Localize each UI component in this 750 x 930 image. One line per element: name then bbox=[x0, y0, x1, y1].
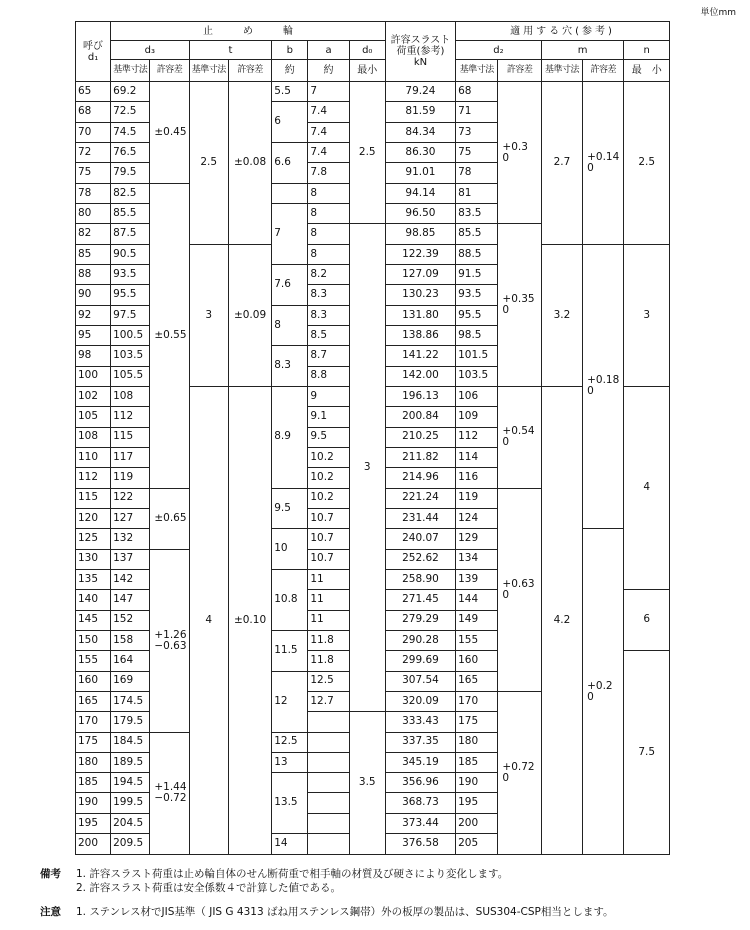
cell-d1: 150 bbox=[76, 630, 111, 650]
cell-d3: 90.5 bbox=[111, 244, 150, 264]
cell-d1: 112 bbox=[76, 468, 111, 488]
cell-b: 7 bbox=[272, 203, 308, 264]
cell-a: 9 bbox=[308, 386, 349, 406]
cell-d3: 117 bbox=[111, 447, 150, 467]
header-thrust: 許容スラスト 荷重(参考) kN bbox=[385, 22, 455, 82]
header-d3-tol: 許容差 bbox=[150, 60, 189, 82]
cell-thrust: 200.84 bbox=[385, 407, 455, 427]
cell-d1: 72 bbox=[76, 142, 111, 162]
cell-d1: 145 bbox=[76, 610, 111, 630]
cell-d2: 112 bbox=[456, 427, 498, 447]
cell-thrust: 221.24 bbox=[385, 488, 455, 508]
cell-thrust: 141.22 bbox=[385, 346, 455, 366]
cell-d2: 71 bbox=[456, 102, 498, 122]
cell-a: 11.8 bbox=[308, 651, 349, 671]
cell-d2-tol: +0.63 0 bbox=[498, 488, 541, 691]
cell-thrust: 211.82 bbox=[385, 447, 455, 467]
unit-label: 単位mm bbox=[700, 8, 736, 18]
cell-thrust: 337.35 bbox=[385, 732, 455, 752]
header-n-sub: 最 小 bbox=[624, 60, 670, 82]
cell-d2: 116 bbox=[456, 468, 498, 488]
cell-a bbox=[308, 793, 349, 813]
cell-b: 8.9 bbox=[272, 386, 308, 488]
cell-d2: 144 bbox=[456, 590, 498, 610]
cell-d1: 70 bbox=[76, 122, 111, 142]
cell-thrust: 373.44 bbox=[385, 813, 455, 833]
cell-d2: 180 bbox=[456, 732, 498, 752]
cell-a: 10.2 bbox=[308, 488, 349, 508]
cell-d1: 120 bbox=[76, 508, 111, 528]
cell-d3: 72.5 bbox=[111, 102, 150, 122]
cell-d1: 78 bbox=[76, 183, 111, 203]
cell-d1: 68 bbox=[76, 102, 111, 122]
cell-a: 12.5 bbox=[308, 671, 349, 691]
cell-d3: 87.5 bbox=[111, 224, 150, 244]
cell-a: 11.8 bbox=[308, 630, 349, 650]
caution-1: 1. ステンレス材でJIS基準（ JIS G 4313 ばね用ステンレス鋼帯）外の板厚の製品は、SUS304-CSP相当とします。 bbox=[76, 906, 614, 918]
remark-1: 1. 許容スラスト荷重は止め輪自体のせん断荷重で相手軸の材質及び硬さにより変化します。 bbox=[76, 868, 509, 880]
cell-a bbox=[308, 813, 349, 833]
cell-thrust: 290.28 bbox=[385, 630, 455, 650]
table-body bbox=[76, 22, 670, 855]
cell-thrust: 271.45 bbox=[385, 590, 455, 610]
cell-a: 9.5 bbox=[308, 427, 349, 447]
cell-b bbox=[272, 183, 308, 203]
cell-d3: 79.5 bbox=[111, 163, 150, 183]
header-a-sub: 約 bbox=[308, 60, 349, 82]
cell-d0: 3 bbox=[349, 224, 385, 712]
cell-d1: 108 bbox=[76, 427, 111, 447]
cell-d2: 170 bbox=[456, 691, 498, 711]
cell-d1: 110 bbox=[76, 447, 111, 467]
cell-b: 11.5 bbox=[272, 630, 308, 671]
cell-d1: 75 bbox=[76, 163, 111, 183]
cell-d3: 164 bbox=[111, 651, 150, 671]
cell-a bbox=[308, 834, 349, 855]
cell-thrust: 142.00 bbox=[385, 366, 455, 386]
cell-thrust: 279.29 bbox=[385, 610, 455, 630]
cell-d3: 147 bbox=[111, 590, 150, 610]
cell-a: 7 bbox=[308, 82, 349, 102]
cell-d3: 122 bbox=[111, 488, 150, 508]
cell-d1: 85 bbox=[76, 244, 111, 264]
cell-a: 11 bbox=[308, 590, 349, 610]
cell-thrust: 94.14 bbox=[385, 183, 455, 203]
cell-d3: 158 bbox=[111, 630, 150, 650]
cell-d1: 65 bbox=[76, 82, 111, 102]
cell-d1: 160 bbox=[76, 671, 111, 691]
cell-a: 11 bbox=[308, 569, 349, 589]
cell-thrust: 376.58 bbox=[385, 834, 455, 855]
cell-d1: 88 bbox=[76, 264, 111, 284]
retaining-ring-spec-table bbox=[75, 21, 670, 855]
cell-d1: 170 bbox=[76, 712, 111, 732]
cell-a bbox=[308, 712, 349, 732]
cell-t-tol: ±0.08 bbox=[228, 82, 271, 245]
cell-a: 8.2 bbox=[308, 264, 349, 284]
cell-d3: 95.5 bbox=[111, 285, 150, 305]
header-d2-tol: 許容差 bbox=[498, 60, 541, 82]
cell-d2-tol: +0.3 0 bbox=[498, 82, 541, 224]
cell-d2: 101.5 bbox=[456, 346, 498, 366]
cell-d3-tol: ±0.55 bbox=[150, 183, 189, 488]
caution bbox=[40, 905, 740, 919]
cell-d1: 90 bbox=[76, 285, 111, 305]
cell-d2: 78 bbox=[456, 163, 498, 183]
cell-d1: 140 bbox=[76, 590, 111, 610]
cell-thrust: 127.09 bbox=[385, 264, 455, 284]
cell-d3: 174.5 bbox=[111, 691, 150, 711]
cell-t-basic: 2.5 bbox=[189, 82, 228, 245]
cell-d2: 124 bbox=[456, 508, 498, 528]
cell-a: 10.2 bbox=[308, 447, 349, 467]
cell-b: 13 bbox=[272, 752, 308, 772]
cell-d2: 129 bbox=[456, 529, 498, 549]
cell-d3: 169 bbox=[111, 671, 150, 691]
cell-n: 2.5 bbox=[624, 82, 670, 245]
header-ring: 止め輪 bbox=[111, 22, 386, 41]
cell-d2: 85.5 bbox=[456, 224, 498, 244]
cell-d3: 137 bbox=[111, 549, 150, 569]
cell-d0: 3.5 bbox=[349, 712, 385, 855]
header-a: a bbox=[308, 41, 349, 60]
cell-d2: 91.5 bbox=[456, 264, 498, 284]
cell-d3: 179.5 bbox=[111, 712, 150, 732]
cell-a: 10.7 bbox=[308, 529, 349, 549]
cell-d3: 127 bbox=[111, 508, 150, 528]
cell-d3: 93.5 bbox=[111, 264, 150, 284]
cell-a: 7.4 bbox=[308, 122, 349, 142]
cell-d2: 175 bbox=[456, 712, 498, 732]
header-d3: d₃ bbox=[111, 41, 190, 60]
header-n: n bbox=[624, 41, 670, 60]
cell-thrust: 299.69 bbox=[385, 651, 455, 671]
cell-d2: 160 bbox=[456, 651, 498, 671]
cell-d1: 100 bbox=[76, 366, 111, 386]
cell-a: 10.7 bbox=[308, 508, 349, 528]
cell-thrust: 333.43 bbox=[385, 712, 455, 732]
cell-d2: 95.5 bbox=[456, 305, 498, 325]
cell-d1: 165 bbox=[76, 691, 111, 711]
cell-d3: 76.5 bbox=[111, 142, 150, 162]
cell-m-tol: +0.2 0 bbox=[583, 529, 624, 855]
cell-d1: 115 bbox=[76, 488, 111, 508]
caution-label: 注意 bbox=[40, 906, 61, 918]
cell-d3-tol: ±0.45 bbox=[150, 82, 189, 184]
cell-d3: 194.5 bbox=[111, 773, 150, 793]
cell-d3-tol: ±0.65 bbox=[150, 488, 189, 549]
cell-d2: 98.5 bbox=[456, 325, 498, 345]
cell-a: 12.7 bbox=[308, 691, 349, 711]
cell-thrust: 79.24 bbox=[385, 82, 455, 102]
cell-d3: 189.5 bbox=[111, 752, 150, 772]
cell-a: 10.7 bbox=[308, 549, 349, 569]
cell-thrust: 122.39 bbox=[385, 244, 455, 264]
cell-t-basic: 3 bbox=[189, 244, 228, 386]
cell-d2: 73 bbox=[456, 122, 498, 142]
cell-d3: 97.5 bbox=[111, 305, 150, 325]
header-d2-basic: 基準寸法 bbox=[456, 60, 498, 82]
cell-n: 4 bbox=[624, 386, 670, 589]
header-d2: d₂ bbox=[456, 41, 542, 60]
cell-d3: 204.5 bbox=[111, 813, 150, 833]
cell-d2: 83.5 bbox=[456, 203, 498, 223]
cell-thrust: 86.30 bbox=[385, 142, 455, 162]
header-m: m bbox=[541, 41, 624, 60]
cell-d2-tol: +0.54 0 bbox=[498, 386, 541, 488]
cell-b: 14 bbox=[272, 834, 308, 855]
cell-a: 8.3 bbox=[308, 305, 349, 325]
cell-d3: 103.5 bbox=[111, 346, 150, 366]
cell-d2: 114 bbox=[456, 447, 498, 467]
cell-d2: 139 bbox=[456, 569, 498, 589]
cell-a bbox=[308, 752, 349, 772]
cell-thrust: 81.59 bbox=[385, 102, 455, 122]
cell-a: 9.1 bbox=[308, 407, 349, 427]
header-m-tol: 許容差 bbox=[583, 60, 624, 82]
cell-thrust: 307.54 bbox=[385, 671, 455, 691]
cell-d1: 185 bbox=[76, 773, 111, 793]
cell-a: 7.4 bbox=[308, 102, 349, 122]
cell-a: 8.8 bbox=[308, 366, 349, 386]
cell-d3: 105.5 bbox=[111, 366, 150, 386]
cell-d1: 102 bbox=[76, 386, 111, 406]
cell-thrust: 91.01 bbox=[385, 163, 455, 183]
cell-d2-tol: +0.72 0 bbox=[498, 691, 541, 854]
cell-a: 8.3 bbox=[308, 285, 349, 305]
cell-d1: 135 bbox=[76, 569, 111, 589]
cell-d1: 195 bbox=[76, 813, 111, 833]
header-d0: d₀ bbox=[349, 41, 385, 60]
cell-d1: 92 bbox=[76, 305, 111, 325]
remarks bbox=[40, 867, 740, 895]
cell-m-basic: 3.2 bbox=[541, 244, 582, 386]
cell-d2: 103.5 bbox=[456, 366, 498, 386]
cell-d1: 175 bbox=[76, 732, 111, 752]
cell-d0: 2.5 bbox=[349, 82, 385, 224]
cell-n: 3 bbox=[624, 244, 670, 386]
cell-thrust: 240.07 bbox=[385, 529, 455, 549]
cell-d3: 69.2 bbox=[111, 82, 150, 102]
cell-t-tol: ±0.10 bbox=[228, 386, 271, 854]
cell-a: 7.4 bbox=[308, 142, 349, 162]
header-b-sub: 約 bbox=[272, 60, 308, 82]
cell-d2: 190 bbox=[456, 773, 498, 793]
cell-b: 7.6 bbox=[272, 264, 308, 305]
cell-thrust: 131.80 bbox=[385, 305, 455, 325]
cell-b: 10 bbox=[272, 529, 308, 570]
header-b: b bbox=[272, 41, 308, 60]
header-t-tol: 許容差 bbox=[228, 60, 271, 82]
cell-thrust: 231.44 bbox=[385, 508, 455, 528]
notes bbox=[40, 867, 740, 919]
cell-d1: 105 bbox=[76, 407, 111, 427]
cell-thrust: 196.13 bbox=[385, 386, 455, 406]
cell-d2: 88.5 bbox=[456, 244, 498, 264]
cell-thrust: 214.96 bbox=[385, 468, 455, 488]
header-t-basic: 基準寸法 bbox=[189, 60, 228, 82]
cell-d1: 80 bbox=[76, 203, 111, 223]
cell-d3-tol: +1.44 −0.72 bbox=[150, 732, 189, 855]
cell-d1: 155 bbox=[76, 651, 111, 671]
spec-table-wrap bbox=[75, 21, 670, 855]
cell-n: 7.5 bbox=[624, 651, 670, 855]
header-hole: 適用する穴(参考) bbox=[456, 22, 670, 41]
cell-m-tol: +0.14 0 bbox=[583, 82, 624, 245]
cell-b: 9.5 bbox=[272, 488, 308, 529]
cell-a bbox=[308, 732, 349, 752]
cell-a: 8 bbox=[308, 203, 349, 223]
cell-a: 8.7 bbox=[308, 346, 349, 366]
cell-thrust: 258.90 bbox=[385, 569, 455, 589]
cell-d2: 200 bbox=[456, 813, 498, 833]
cell-a: 8 bbox=[308, 224, 349, 244]
cell-d3: 184.5 bbox=[111, 732, 150, 752]
cell-d1: 200 bbox=[76, 834, 111, 855]
cell-d2: 205 bbox=[456, 834, 498, 855]
cell-d2-tol: +0.35 0 bbox=[498, 224, 541, 387]
cell-thrust: 345.19 bbox=[385, 752, 455, 772]
cell-thrust: 210.25 bbox=[385, 427, 455, 447]
cell-b: 8.3 bbox=[272, 346, 308, 387]
table-row bbox=[76, 82, 670, 102]
cell-a bbox=[308, 773, 349, 793]
cell-d2: 195 bbox=[456, 793, 498, 813]
cell-d2: 165 bbox=[456, 671, 498, 691]
cell-t-tol: ±0.09 bbox=[228, 244, 271, 386]
cell-thrust: 368.73 bbox=[385, 793, 455, 813]
cell-thrust: 84.34 bbox=[385, 122, 455, 142]
cell-d2: 185 bbox=[456, 752, 498, 772]
cell-d3: 132 bbox=[111, 529, 150, 549]
cell-d3: 142 bbox=[111, 569, 150, 589]
cell-d1: 130 bbox=[76, 549, 111, 569]
cell-d1: 125 bbox=[76, 529, 111, 549]
cell-thrust: 356.96 bbox=[385, 773, 455, 793]
cell-b: 13.5 bbox=[272, 773, 308, 834]
header-t: t bbox=[189, 41, 272, 60]
cell-a: 7.8 bbox=[308, 163, 349, 183]
cell-a: 8 bbox=[308, 183, 349, 203]
cell-b: 5.5 bbox=[272, 82, 308, 102]
cell-d3: 209.5 bbox=[111, 834, 150, 855]
cell-b: 12 bbox=[272, 671, 308, 732]
cell-b: 6 bbox=[272, 102, 308, 143]
cell-thrust: 98.85 bbox=[385, 224, 455, 244]
cell-b: 6.6 bbox=[272, 142, 308, 183]
cell-a: 11 bbox=[308, 610, 349, 630]
cell-b: 8 bbox=[272, 305, 308, 346]
header-nominal: 呼び d₁ bbox=[76, 22, 111, 82]
cell-b: 12.5 bbox=[272, 732, 308, 752]
cell-m-tol: +0.18 0 bbox=[583, 244, 624, 529]
cell-thrust: 130.23 bbox=[385, 285, 455, 305]
cell-d2: 155 bbox=[456, 630, 498, 650]
cell-d1: 180 bbox=[76, 752, 111, 772]
cell-d1: 190 bbox=[76, 793, 111, 813]
cell-a: 8.5 bbox=[308, 325, 349, 345]
cell-thrust: 320.09 bbox=[385, 691, 455, 711]
cell-d3-tol: +1.26 −0.63 bbox=[150, 549, 189, 732]
header-d3-basic: 基準寸法 bbox=[111, 60, 150, 82]
cell-d1: 95 bbox=[76, 325, 111, 345]
cell-d2: 106 bbox=[456, 386, 498, 406]
header-m-basic: 基準寸法 bbox=[541, 60, 582, 82]
cell-d1: 98 bbox=[76, 346, 111, 366]
cell-d2: 149 bbox=[456, 610, 498, 630]
cell-d1: 82 bbox=[76, 224, 111, 244]
remark-2: 2. 許容スラスト荷重は安全係数４で計算した値である。 bbox=[76, 882, 342, 894]
cell-thrust: 252.62 bbox=[385, 549, 455, 569]
cell-d3: 82.5 bbox=[111, 183, 150, 203]
cell-d2: 75 bbox=[456, 142, 498, 162]
cell-d3: 108 bbox=[111, 386, 150, 406]
remarks-label: 備考 bbox=[40, 868, 61, 880]
cell-d3: 112 bbox=[111, 407, 150, 427]
cell-thrust: 96.50 bbox=[385, 203, 455, 223]
cell-n: 6 bbox=[624, 590, 670, 651]
cell-b: 10.8 bbox=[272, 569, 308, 630]
cell-d2: 119 bbox=[456, 488, 498, 508]
cell-d3: 85.5 bbox=[111, 203, 150, 223]
cell-d2: 68 bbox=[456, 82, 498, 102]
cell-d3: 199.5 bbox=[111, 793, 150, 813]
cell-d3: 74.5 bbox=[111, 122, 150, 142]
cell-d3: 115 bbox=[111, 427, 150, 447]
cell-a: 8 bbox=[308, 244, 349, 264]
cell-t-basic: 4 bbox=[189, 386, 228, 854]
cell-m-basic: 4.2 bbox=[541, 386, 582, 854]
cell-d2: 93.5 bbox=[456, 285, 498, 305]
cell-thrust: 138.86 bbox=[385, 325, 455, 345]
cell-d2: 134 bbox=[456, 549, 498, 569]
cell-m-basic: 2.7 bbox=[541, 82, 582, 245]
cell-d2: 109 bbox=[456, 407, 498, 427]
cell-d2: 81 bbox=[456, 183, 498, 203]
cell-d3: 152 bbox=[111, 610, 150, 630]
cell-d3: 119 bbox=[111, 468, 150, 488]
cell-a: 10.2 bbox=[308, 468, 349, 488]
cell-d3: 100.5 bbox=[111, 325, 150, 345]
header-d0-sub: 最小 bbox=[349, 60, 385, 82]
